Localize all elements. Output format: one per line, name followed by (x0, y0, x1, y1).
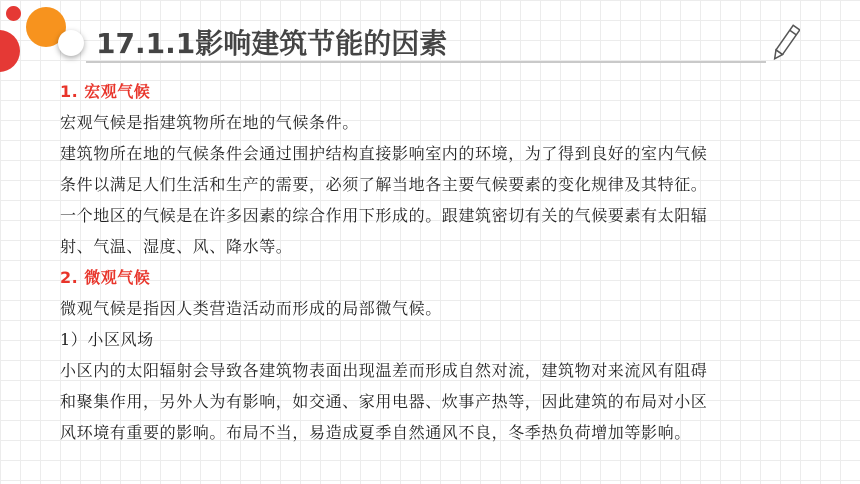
paragraph-line: 宏观气候是指建筑物所在地的气候条件。 (60, 113, 359, 132)
paragraph-line: 建筑物所在地的气候条件会通过围护结构直接影响室内的环境，为了得到良好的室内气候 (60, 144, 708, 163)
paragraph-line: 小区内的太阳辐射会导致各建筑物表面出现温差而形成自然对流，建筑物对来流风有阻碍 (60, 361, 708, 380)
paragraph-line: 一个地区的气候是在许多因素的综合作用下形成的。跟建筑密切有关的气候要素有太阳辐 (60, 206, 708, 225)
section-heading-micro-climate: 2. 微观气候 (60, 268, 151, 287)
decor-circle-red-large (0, 30, 20, 72)
content-body (60, 76, 830, 448)
paragraph-line: 条件以满足人们生活和生产的需要，必须了解当地各主要气候要素的变化规律及其特征。 (60, 175, 708, 194)
paragraph-line: 风环境有重要的影响。布局不当，易造成夏季自然通风不良，冬季热负荷增加等影响。 (60, 423, 691, 442)
title-underline (86, 61, 766, 63)
page-title: 17.1.1影响建筑节能的因素 (96, 27, 448, 60)
subheading-wind-field: 1）小区风场 (60, 330, 154, 349)
paragraph-line: 和聚集作用，另外人为有影响，如交通、家用电器、炊事产热等，因此建筑的布局对小区 (60, 392, 708, 411)
pencil-icon (770, 22, 800, 66)
paragraph-line: 射、气温、湿度、风、降水等。 (60, 237, 293, 256)
section-heading-macro-climate: 1. 宏观气候 (60, 82, 151, 101)
paragraph-line: 微观气候是指因人类营造活动而形成的局部微气候。 (60, 299, 442, 318)
decor-circle-red-small (6, 6, 21, 21)
decor-circle-white (58, 30, 84, 56)
